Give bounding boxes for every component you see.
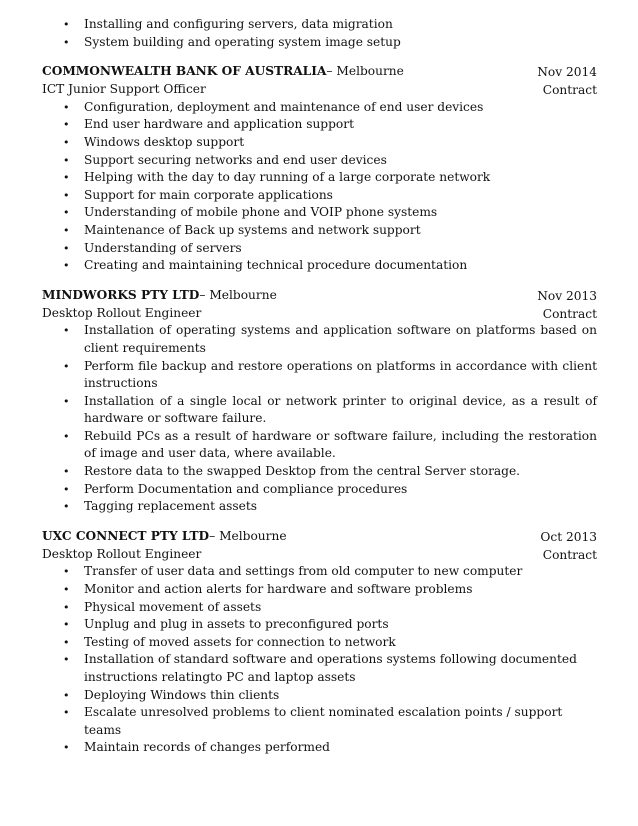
- list-item: • Perform file backup and restore operations on platforms in accordance with client instructions: [42, 358, 597, 393]
- list-item: • Installing and configuring servers, data migration: [42, 16, 597, 34]
- list-item: • Helping with the day to day running of a large corporate network: [42, 169, 597, 187]
- list-item: • Restore data to the swapped Desktop from the central Server storage.: [42, 463, 597, 481]
- list-item: • Deploying Windows thin clients: [42, 687, 597, 705]
- job-date: Nov 2014: [537, 65, 597, 80]
- company-name: COMMONWEALTH BANK OF AUSTRALIA: [42, 64, 327, 79]
- list-item: • Perform Documentation and compliance procedures: [42, 481, 597, 499]
- list-item: • Configuration, deployment and maintenance of end user devices: [42, 99, 597, 117]
- list-item: • Maintain records of changes performed: [42, 739, 597, 757]
- list-item: • Installation of standard software and operations systems following documented instructions relatingto PC and laptop assets: [42, 651, 597, 686]
- list-item: • Maintenance of Back up systems and network support: [42, 222, 597, 240]
- list-item: • Support securing networks and end user devices: [42, 152, 597, 170]
- job-entry-commonwealth-bank: [42, 63, 597, 275]
- list-item: • Understanding of mobile phone and VOIP phone systems: [42, 204, 597, 222]
- list-item: • Transfer of user data and settings from old computer to new computer: [42, 563, 597, 581]
- job-bullet-list: [42, 563, 597, 757]
- job-role: Desktop Rollout Engineer: [42, 546, 202, 561]
- list-item: • Monitor and action alerts for hardware and software problems: [42, 581, 597, 599]
- job-date: Oct 2013: [540, 529, 597, 544]
- job-bullet-list: [42, 322, 597, 516]
- list-item: • Installation of operating systems and application software on platforms based on client requirements: [42, 322, 597, 357]
- list-item: • End user hardware and application support: [42, 116, 597, 134]
- list-item: • Windows desktop support: [42, 134, 597, 152]
- resume-page: [42, 16, 597, 757]
- company-name: UXC CONNECT PTY LTD: [42, 528, 210, 543]
- job-meta: [537, 63, 597, 99]
- list-item: • Installation of a single local or network printer to original device, as a result of hardware or software failure.: [42, 393, 597, 428]
- company-location: – Melbourne: [209, 528, 287, 543]
- job-type: Contract: [542, 547, 597, 562]
- list-item: • Rebuild PCs as a result of hardware or software failure, including the restoration of image and user data, where available.: [42, 428, 597, 463]
- company-location: – Melbourne: [326, 64, 404, 79]
- list-item: • Understanding of servers: [42, 240, 597, 258]
- job-meta: [537, 287, 597, 323]
- list-item: • Unplug and plug in assets to preconfigured ports: [42, 616, 597, 634]
- job-role: Desktop Rollout Engineer: [42, 305, 202, 320]
- company-location: – Melbourne: [199, 287, 277, 302]
- job-entry-mindworks: [42, 287, 597, 516]
- job-type: Contract: [542, 83, 597, 98]
- list-item: • Tagging replacement assets: [42, 498, 597, 516]
- company-name: MINDWORKS PTY LTD: [42, 287, 200, 302]
- list-item: • Escalate unresolved problems to client nominated escalation points / support teams: [42, 704, 597, 739]
- job-bullet-list: [42, 99, 597, 275]
- list-item: • Physical movement of assets: [42, 599, 597, 617]
- intro-bullet-list: [42, 16, 597, 51]
- job-date: Nov 2013: [537, 288, 597, 303]
- job-type: Contract: [542, 306, 597, 321]
- job-role: ICT Junior Support Officer: [42, 82, 206, 97]
- list-item: • Creating and maintaining technical procedure documentation: [42, 257, 597, 275]
- list-item: • Testing of moved assets for connection to network: [42, 634, 597, 652]
- job-entry-uxc-connect: [42, 528, 597, 757]
- list-item: • System building and operating system image setup: [42, 34, 597, 52]
- job-meta: [540, 528, 597, 564]
- list-item: • Support for main corporate applications: [42, 187, 597, 205]
